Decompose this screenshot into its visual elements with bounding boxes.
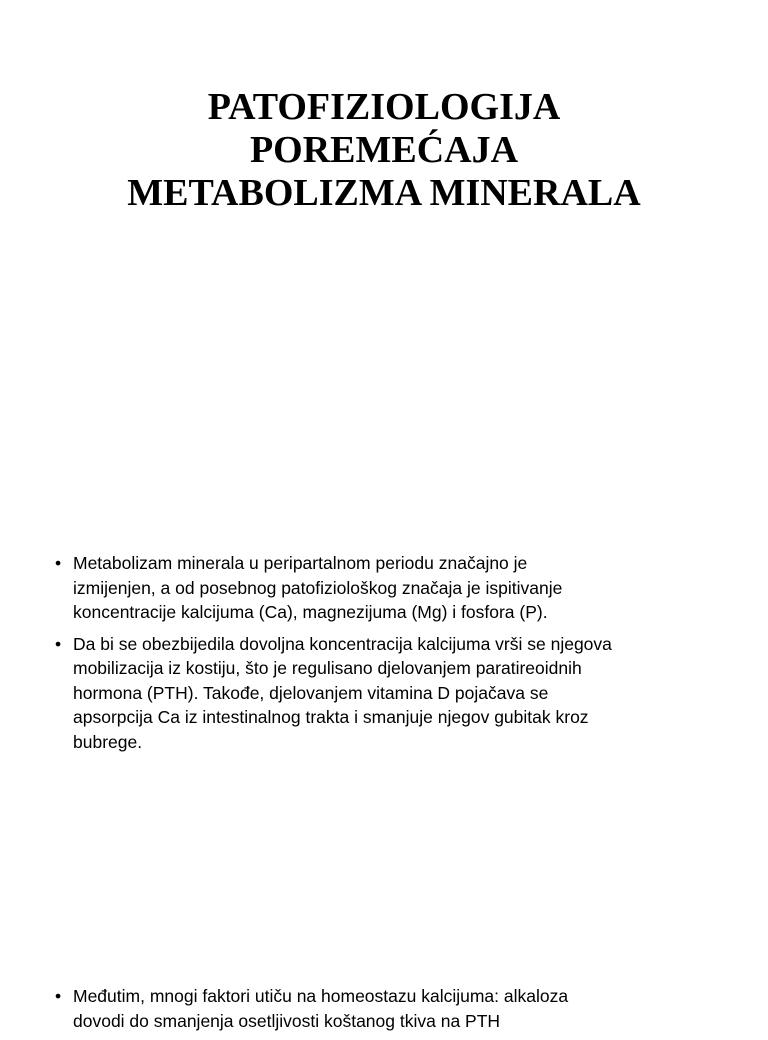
bullet-line: mobilizacija iz kostiju, što je regulisano djelovanjem paratireoidnih (73, 658, 582, 678)
title-line: METABOLIZMA MINERALA (127, 172, 641, 214)
bullet-icon: • (55, 633, 62, 654)
bullet-line: Da bi se obezbijedila dovoljna koncentracija kalcijuma vrši se njegova (73, 633, 612, 654)
title-line: POREMEĆAJA (249, 129, 519, 171)
slide-title (0, 86, 768, 215)
bullet-icon: • (55, 986, 62, 1006)
bullet-list (55, 984, 715, 1040)
bullet-item (55, 551, 715, 625)
bullet-line: Metabolizam minerala u peripartalnom periodu značajno je (73, 553, 528, 573)
bullet-line: hormona (PTH). Takođe, djelovanjem vitamina D pojačava se (73, 682, 549, 703)
bullet-line: koncentracije kalcijuma (Ca), magnezijuma (Mg) i fosfora (P). (73, 602, 548, 622)
bullet-item (55, 984, 715, 1033)
title-line: PATOFIZIOLOGIJA (207, 86, 561, 128)
bullet-line: bubrege. (73, 731, 143, 752)
bullet-line: Međutim, mnogi faktori utiču na homeostazu kalcijuma: alkaloza (73, 986, 569, 1006)
bullet-item (55, 632, 715, 755)
bullet-line: izmijenjen, a od posebnog patofiziološkog značaja je ispitivanje (73, 577, 563, 598)
bullet-line: apsorpcija Ca iz intestinalnog trakta i smanjuje njegov gubitak kroz (73, 707, 589, 727)
bullet-line: dovodi do smanjenja osetljivosti koštanog tkiva na PTH (73, 1010, 501, 1031)
bullet-list (55, 551, 715, 761)
bullet-icon: • (55, 553, 62, 573)
